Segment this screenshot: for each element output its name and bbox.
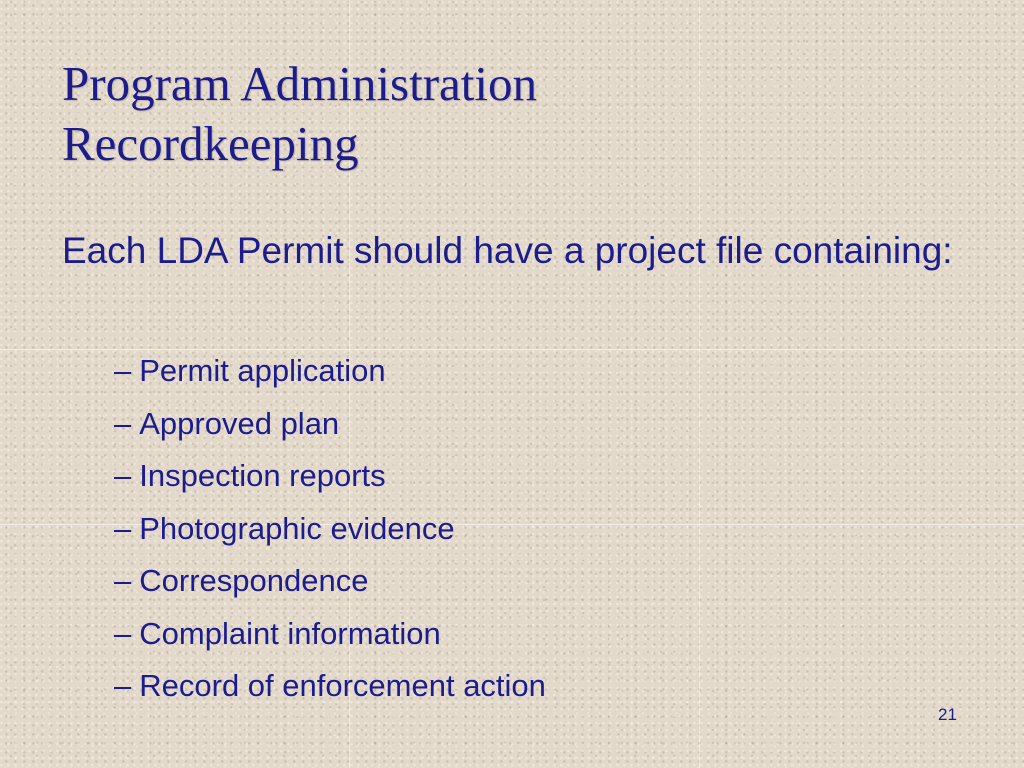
dash-marker: – <box>114 615 132 651</box>
slide-title-line: Program Administration <box>62 56 537 111</box>
list-item <box>114 503 546 556</box>
background-tile-line <box>699 0 700 768</box>
slide-title-line: Recordkeeping <box>62 116 359 171</box>
dash-marker: – <box>114 563 132 598</box>
dash-marker: – <box>114 458 132 493</box>
list-item-text: Record of enforcement action <box>139 668 546 703</box>
slide-title <box>62 54 537 174</box>
dash-marker: – <box>114 668 132 703</box>
list-item-text: Photographic evidence <box>139 510 455 546</box>
list-item <box>114 398 546 451</box>
sub-bullet-list <box>114 345 546 713</box>
list-item-text: Permit application <box>139 353 386 388</box>
list-item <box>114 660 546 713</box>
list-item-text: Correspondence <box>139 563 369 598</box>
list-item <box>114 345 546 398</box>
list-item-text: Complaint information <box>139 615 441 651</box>
list-item <box>114 608 546 661</box>
list-item <box>114 555 546 608</box>
list-item-text: Inspection reports <box>139 458 386 493</box>
intro-bullet: Each LDA Permit should have a project file containing: <box>62 230 953 271</box>
dash-marker: – <box>114 353 132 388</box>
list-item <box>114 450 546 503</box>
slide-number: 21 <box>938 705 957 724</box>
dash-marker: – <box>114 510 132 546</box>
dash-marker: – <box>114 405 132 441</box>
list-item-text: Approved plan <box>139 405 340 441</box>
